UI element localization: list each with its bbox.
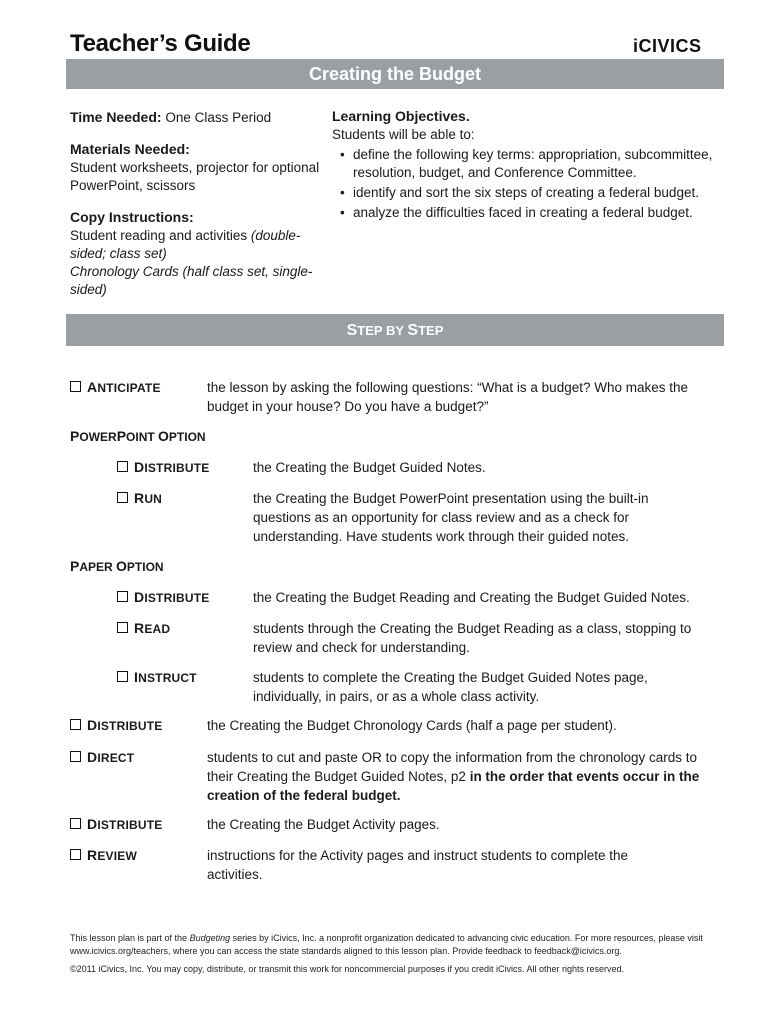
checkbox-icon[interactable]	[117, 591, 128, 602]
step-distribute-activity-text: the Creating the Budget Activity pages.	[207, 817, 440, 832]
objectives-title: Learning Objectives.	[332, 108, 470, 124]
paper-option-heading	[70, 558, 164, 574]
objectives-list	[332, 146, 724, 222]
label-cap: P	[70, 428, 80, 444]
step-paper-distribute-text: the Creating the Budget Reading and Creating the Budget Guided Notes.	[253, 590, 690, 605]
checkbox-icon[interactable]	[70, 818, 81, 829]
step-ppt-run-text: the Creating the Budget PowerPoint presentation using the built-in questions as an opportunity for class review and as a check for understanding. Have students work through their guided notes.	[253, 491, 649, 544]
label-rest: ISTRIBUTE	[97, 818, 163, 832]
label-cap: O	[116, 558, 127, 574]
materials-needed	[70, 141, 320, 195]
label-cap: D	[87, 816, 98, 832]
page-title: Teacher’s Guide	[70, 30, 251, 57]
label-rest: ISTRIBUTE	[144, 461, 210, 475]
checkbox-icon[interactable]	[70, 751, 81, 762]
label-cap: P	[116, 428, 127, 444]
step-distribute-cards-label	[70, 716, 162, 736]
label-rest: OWER	[79, 430, 117, 444]
step-review-label	[70, 846, 137, 866]
series-name: Budgeting	[189, 933, 231, 943]
direct-text: students to cut and paste OR to copy the information from the chronology cards to their Creating the Budget Guided Notes, p2	[207, 750, 698, 784]
step-paper-distribute-label	[117, 588, 209, 608]
step-paper-read-label	[117, 619, 170, 639]
checkbox-icon[interactable]	[117, 671, 128, 682]
footer-note	[70, 932, 730, 958]
label-rest: IRECT	[97, 751, 135, 765]
overview-left	[70, 108, 320, 313]
footer-copyright: ©2011 iCivics, Inc. You may copy, distribute, or transmit this work for noncommercial purposes if you credit iCivics. All other rights reserved.	[70, 964, 625, 974]
step-direct-text	[207, 748, 722, 805]
objective-item: • analyze the difficulties faced in creating a federal budget.	[340, 204, 724, 222]
label-rest: EAD	[144, 622, 171, 636]
copy-value-1-text: Student reading and activities	[70, 228, 248, 243]
step-review-text: instructions for the Activity pages and instruct students to complete the activities.	[207, 848, 628, 882]
checkbox-icon[interactable]	[70, 719, 81, 730]
step-anticipate-label	[70, 378, 161, 398]
direct-emphasis: in the order that events occur in the creation of the federal budget.	[207, 769, 700, 803]
time-needed	[70, 108, 320, 127]
footer-text: This lesson plan is part of the	[70, 933, 188, 943]
label-cap: O	[158, 428, 169, 444]
copy-value-1-note: (double-sided; class set)	[70, 228, 301, 261]
objective-item: • define the following key terms: appropriation, subcommittee, resolution, budget, and Conference Committee.	[340, 146, 724, 182]
materials-label: Materials Needed:	[70, 141, 190, 157]
label-cap: D	[134, 459, 145, 475]
step-distribute-cards-text: the Creating the Budget Chronology Cards (half a page per student).	[207, 718, 617, 733]
copy-value-1	[70, 227, 320, 263]
powerpoint-option-heading	[70, 428, 206, 444]
time-label: Time Needed:	[70, 109, 162, 125]
step-ppt-run-label	[117, 489, 162, 509]
label-rest: OINT	[126, 430, 159, 444]
label-cap: R	[134, 490, 145, 506]
copy-instructions	[70, 209, 320, 299]
footer-text: series by iCivics, Inc. a nonprofit organization dedicated to advancing civic education. For more resources, please visit www.icivics.org/teachers, where you can access the state standards aligned to this lesson plan. Provide feedback to feedback@icivics.org.	[70, 933, 703, 956]
checkbox-icon[interactable]	[117, 622, 128, 633]
step-paper-instruct-label	[117, 668, 197, 688]
banner-cap: S	[346, 322, 358, 339]
checkbox-icon[interactable]	[70, 849, 81, 860]
label-rest: ISTRIBUTE	[97, 719, 163, 733]
checkbox-icon[interactable]	[117, 461, 128, 472]
learning-objectives	[332, 108, 724, 224]
title-banner: Creating the Budget	[66, 59, 724, 89]
objectives-intro: Students will be able to:	[332, 127, 475, 142]
time-value: One Class Period	[165, 110, 272, 125]
materials-value: Student worksheets, projector for optional PowerPoint, scissors	[70, 160, 320, 193]
label-cap: D	[87, 749, 98, 765]
banner-rest: TEP	[418, 323, 444, 338]
label-rest: ISTRIBUTE	[144, 591, 210, 605]
label-rest: NTICIPATE	[97, 381, 161, 395]
step-distribute-activity-label	[70, 815, 162, 835]
label-rest: EVIEW	[97, 849, 137, 863]
label-cap: P	[70, 558, 80, 574]
label-rest: UN	[144, 492, 163, 506]
logo-text: iCIVICS	[633, 36, 702, 56]
copy-label: Copy Instructions:	[70, 209, 194, 225]
label-cap: D	[87, 717, 98, 733]
copy-value-2: Chronology Cards (half class set, single-sided)	[70, 264, 313, 297]
label-cap: A	[87, 379, 98, 395]
step-by-step-banner	[66, 314, 724, 346]
checkbox-icon[interactable]	[117, 492, 128, 503]
label-rest: PTION	[126, 560, 164, 574]
banner-rest: TEP BY	[357, 323, 408, 338]
label-cap: R	[134, 620, 145, 636]
step-direct-label	[70, 748, 134, 768]
step-ppt-distribute-text: the Creating the Budget Guided Notes.	[253, 460, 486, 475]
label-cap: D	[134, 589, 145, 605]
label-cap: R	[87, 847, 98, 863]
step-paper-instruct-text: students to complete the Creating the Budget Guided Notes page, individually, in pairs, or as a whole class activity.	[253, 670, 648, 704]
label-rest: PTION	[168, 430, 206, 444]
icivics-logo	[633, 36, 702, 57]
label-rest: NSTRUCT	[138, 671, 197, 685]
step-ppt-distribute-label	[117, 458, 209, 478]
step-paper-read-text: students through the Creating the Budget Reading as a class, stopping to review and check for understanding.	[253, 621, 692, 655]
step-anticipate-text: the lesson by asking the following questions: “What is a budget? Who makes the budget in your house? Do you have a budget?”	[207, 380, 689, 414]
checkbox-icon[interactable]	[70, 381, 81, 392]
objective-item: • identify and sort the six steps of creating a federal budget.	[340, 184, 724, 202]
banner-cap: S	[407, 322, 419, 339]
label-cap: I	[134, 669, 139, 685]
label-rest: APER	[79, 560, 117, 574]
